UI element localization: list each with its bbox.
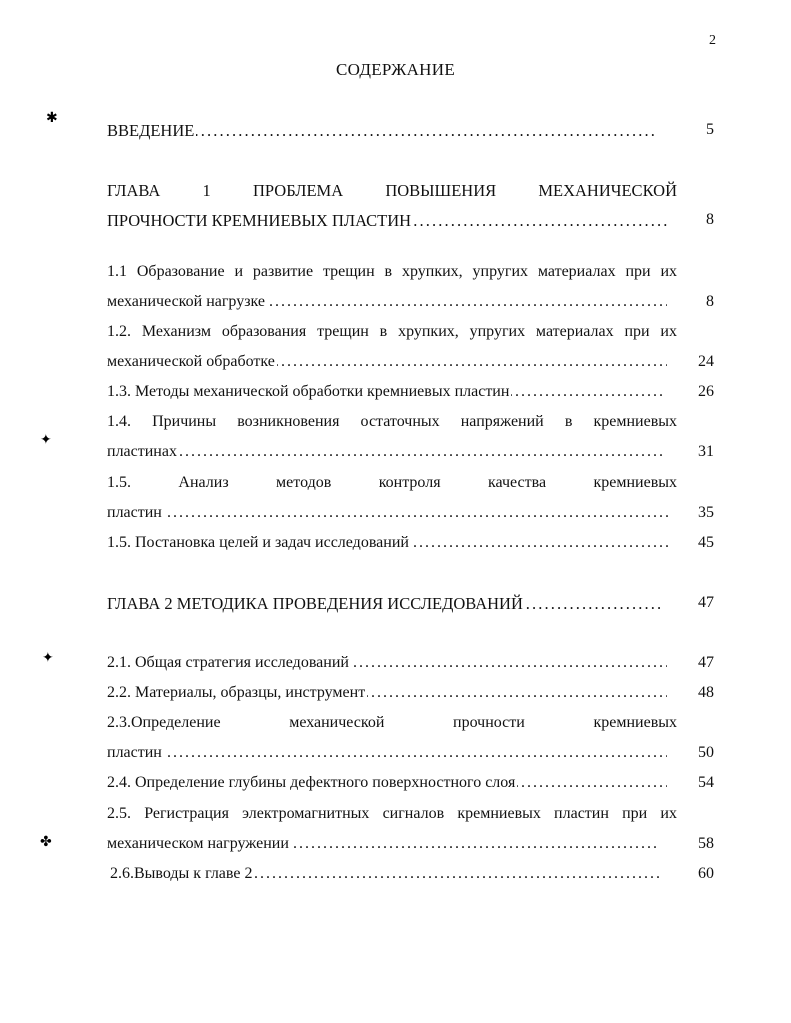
toc-page-1-2: 24 xyxy=(698,353,714,370)
toc-chapter-1-line1[interactable]: ГЛАВА 1 ПРОБЛЕМА ПОВЫШЕНИЯ МЕХАНИЧЕСКОЙ xyxy=(107,181,677,200)
toc-page-2-4: 54 xyxy=(698,774,714,791)
scan-mark-decoration: ✤ xyxy=(40,835,52,850)
toc-section-1-3[interactable]: 1.3. Методы механической обработки кремниевых пластин . . . xyxy=(107,383,662,401)
toc-section-1-4-line1[interactable]: 1.4. Причины возникновения остаточных напряжений в кремниевых xyxy=(107,413,677,430)
toc-section-2-3-line1[interactable]: 2.3.Определение механической прочности кремниевых xyxy=(107,714,677,731)
toc-page-1-5b: 45 xyxy=(698,534,714,551)
toc-section-1-1-line1[interactable]: 1.1 Образование и развитие трещин в хрупких, упругих материалах при их xyxy=(107,263,677,280)
toc-page-2-1: 47 xyxy=(698,654,714,671)
toc-page-2-6: 60 xyxy=(698,865,714,882)
scan-mark-decoration: ✱ xyxy=(46,111,58,126)
page-title: СОДЕРЖАНИЕ xyxy=(335,60,456,79)
toc-entry-intro[interactable]: ВВЕДЕНИЕ . . . xyxy=(107,121,655,141)
scan-mark-decoration: ✦ xyxy=(40,433,52,448)
toc-page-chapter-1: 8 xyxy=(706,211,714,228)
toc-section-2-1[interactable]: 2.1. Общая стратегия исследований . . . xyxy=(107,654,667,672)
toc-section-2-4[interactable]: 2.4. Определение глубины дефектного поверхностного слоя . . . xyxy=(107,774,667,792)
toc-page-2-5: 58 xyxy=(698,835,714,852)
toc-page-1-5a: 35 xyxy=(698,504,714,521)
toc-section-1-1-line2[interactable]: механической нагрузке . . . xyxy=(107,293,667,311)
toc-section-1-2-line1[interactable]: 1.2. Механизм образования трещин в хрупких, упругих материалах при их xyxy=(107,323,677,340)
toc-section-2-2[interactable]: 2.2. Материалы, образцы, инструмент . . . xyxy=(107,684,667,702)
toc-section-1-5a-line2[interactable]: пластин . . . xyxy=(107,504,670,522)
toc-page-1-4: 31 xyxy=(698,443,714,460)
toc-chapter-2[interactable]: ГЛАВА 2 МЕТОДИКА ПРОВЕДЕНИЯ ИССЛЕДОВАНИЙ . . . xyxy=(107,594,662,614)
toc-section-2-3-line2[interactable]: пластин . . . xyxy=(107,744,667,762)
toc-section-2-5-line1[interactable]: 2.5. Регистрация электромагнитных сигналов кремниевых пластин при их xyxy=(107,805,677,822)
toc-section-1-4-line2[interactable]: пластинах . . . xyxy=(107,443,665,461)
toc-section-1-5a-line1[interactable]: 1.5. Анализ методов контроля качества кремниевых xyxy=(107,474,677,491)
toc-chapter-1-line2[interactable]: ПРОЧНОСТИ КРЕМНИЕВЫХ ПЛАСТИН . . . xyxy=(107,211,667,231)
toc-page-1-3: 26 xyxy=(698,383,714,400)
toc-section-2-5-line2[interactable]: механическом нагружении . . . xyxy=(107,835,660,853)
toc-page-intro: 5 xyxy=(706,121,714,138)
toc-section-2-6[interactable]: 2.6.Выводы к главе 2 . . . xyxy=(110,865,662,883)
toc-page-1-1: 8 xyxy=(706,293,714,310)
page-number: 2 xyxy=(709,33,716,48)
toc-page-2-2: 48 xyxy=(698,684,714,701)
scan-mark-decoration: ✦ xyxy=(42,651,54,666)
toc-page-chapter-2: 47 xyxy=(698,594,714,611)
toc-page-2-3: 50 xyxy=(698,744,714,761)
toc-section-1-5b[interactable]: 1.5. Постановка целей и задач исследований . . . xyxy=(107,534,670,552)
toc-section-1-2-line2[interactable]: механической обработке . . . xyxy=(107,353,667,371)
